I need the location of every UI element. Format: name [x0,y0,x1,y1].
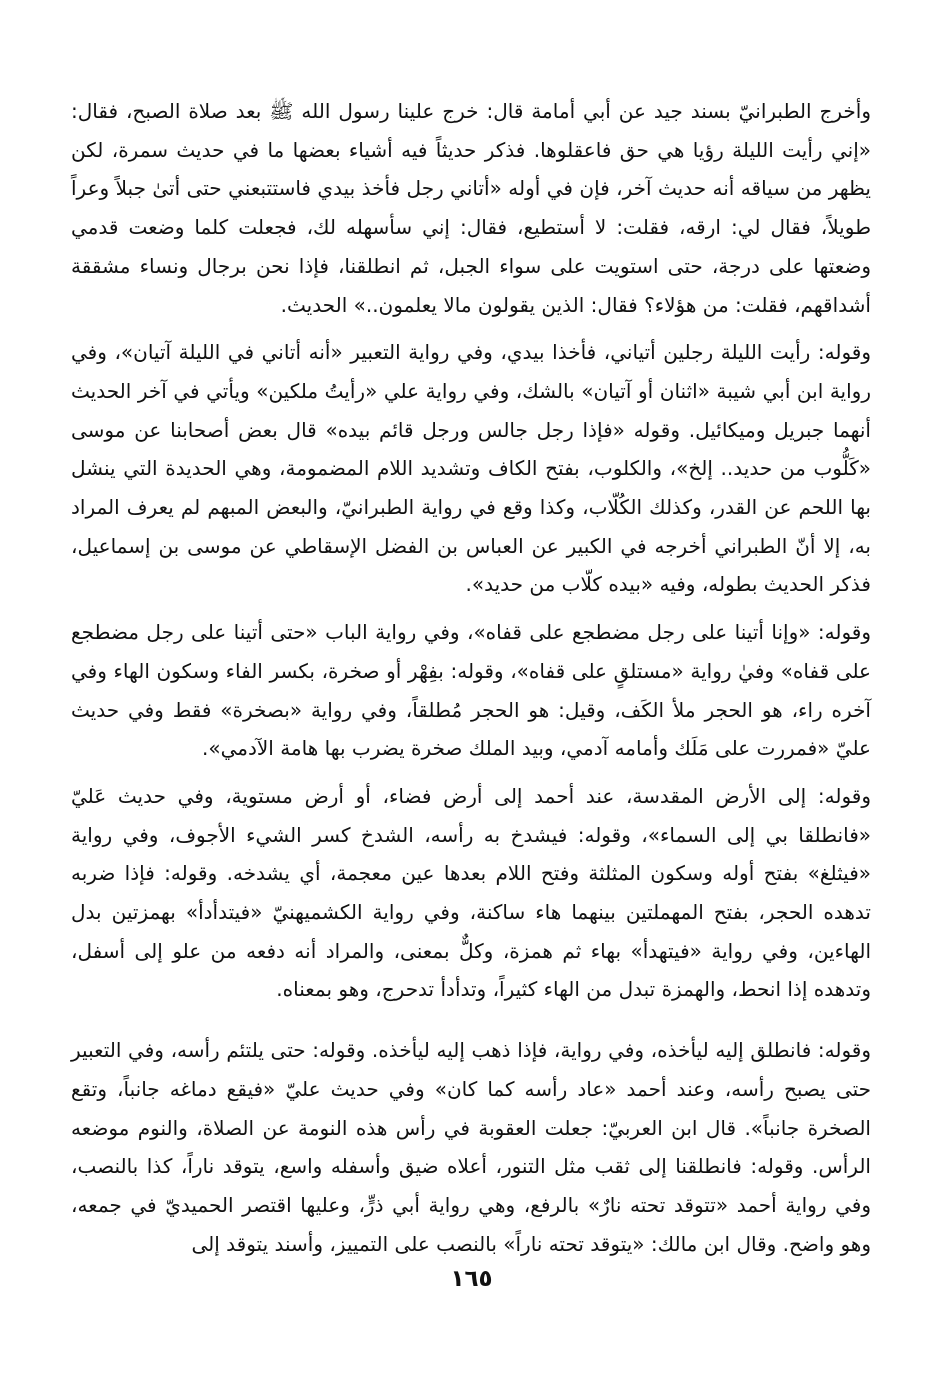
paragraph-lying-man: وقوله: «وإنا أتينا على رجل مضطجع على قفاه»، وفي رواية الباب «حتى أتينا على رجل مضطجع على قفاه» وفيٰ رواية «مستلقٍ على قفاه»، وقوله: بفِهْر أو صخرة، بكسر الفاء وسكون الهاء وفي آخره راء، هو الحجر ملأ الكَف، وقيل: هو الحجر مُطلقاً، وفي رواية «بصخرة» فقط وفي حديث عليّ «فمررت على مَلَك وأمامه آدمي، وبيد الملك صخرة يضرب بها هامة الآدمي». [71,620,871,761]
page-number: ١٦٥ [450,1266,493,1292]
body-text [71,92,871,1272]
paragraph-tabarani-hadith: وأخرج الطبرانيّ بسند جيد عن أبي أمامة قال: خرج علينا رسول الله ﷺ بعد صلاة الصبح، فقال: «إني رأيت الليلة رؤيا هي حق فاعقلوها. فذكر حديثاً فيه أشياء بعضها ما في حديث سمرة، لكن يظهر من سياقه أنه حديث آخر، فإن في أوله «أتاني رجل فأخذ بيدي فاستتبعني حتى أتىٰ جبلاً وعراً طويلاً، فقال لي: ارقه، فقلت: لا أستطيع، فقال: إني سأسهله لك، فجعلت كلما وضعت قدمي وضعتها على درجة، حتى استويت على سواء الجبل، ثم انطلقنا، فإذا نحن برجال ونساء مشققة أشداقهم، فقلت: من هؤلاء؟ فقال: الذين يقولون مالا يعلمون..» الحديث. [71,99,871,317]
paragraph-two-men: وقوله: رأيت الليلة رجلين أتياني، فأخذا بيدي، وفي رواية التعبير «أنه أتاني في الليلة آتيان»، وفي رواية ابن أبي شيبة «اثنان أو آتيان» بالشك، وفي رواية علي «رأيتُ ملكين» ويأتي في آخر الحديث أنهما جبريل وميكائيل. وقوله «فإذا رجل جالس ورجل قائم بيده» قال بعض أصحابنا عن موسى «كَلُّوب من حديد.. إلخ»، والكلوب، بفتح الكاف وتشديد اللام المضمومة، وهي الحديدة التي ينشل بها اللحم عن القدر، وكذلك الكُلّاب، وكذا وقع في رواية الطبرانيّ، والبعض المبهم لم يعرف المراد به، إلا أنّ الطبراني أخرجه في الكبير عن العباس بن الفضل الإسقاطي عن موسى بن إسماعيل، فذكر الحديث بطوله، وفيه «بيده كلّاب من حديد». [71,340,871,597]
paragraph-holy-land: وقوله: إلى الأرض المقدسة، عند أحمد إلى أرض فضاء، أو أرض مستوية، وفي حديث عَليّ «فانطلقا بي إلى السماء»، وقوله: فيشدخ به رأسه، الشدخ كسر الشيء الأجوف، وفي رواية «فيثلغ» بفتح أوله وسكون المثلثة وفتح اللام بعدها عين معجمة، أي يشدخه. وقوله: فإذا ضربه تدهده الحجر، بفتح المهملتين بينهما هاء ساكنة، وفي رواية الكشميهنيّ «فيتدأدأ» بهمزتين بدل الهاءين، وفي رواية «فيتهدأ» بهاء ثم همزة، وكلٌّ بمعنى، والمراد أنه دفعه من علو إلى أسفل، وتدهده إذا انحط، والهمزة تبدل من الهاء كثيراً، وتدأدأ تدحرج، وهو بمعناه. [71,783,871,1002]
paragraph-oven: وقوله: فانطلق إليه ليأخذه، وفي رواية، فإذا ذهب إليه ليأخذه. وقوله: حتى يلتئم رأسه، وفي التعبير حتى يصبح رأسه، وعند أحمد «عاد رأسه كما كان» وفي حديث عليّ «فيقع دماغه جانباً، وتقع الصخرة جانباً». قال ابن العربيّ: جعلت العقوبة في رأس هذه النومة عن الصلاة، والنوم موضعه الرأس. وقوله: فانطلقنا إلى ثقب مثل التنور، أعلاه ضيق وأسفله واسع، يتوقد ناراً، كذا بالنصب، وفي رواية أحمد «تتوقد تحته نارٌ» بالرفع، وهي رواية أبي ذرٍّ، وعليها اقتصر الحميديّ في جمعه، وهو واضح. وقال ابن مالك: «يتوقد تحته ناراً» بالنصب على التمييز، وأسند يتوقد إلى [71,1038,871,1256]
